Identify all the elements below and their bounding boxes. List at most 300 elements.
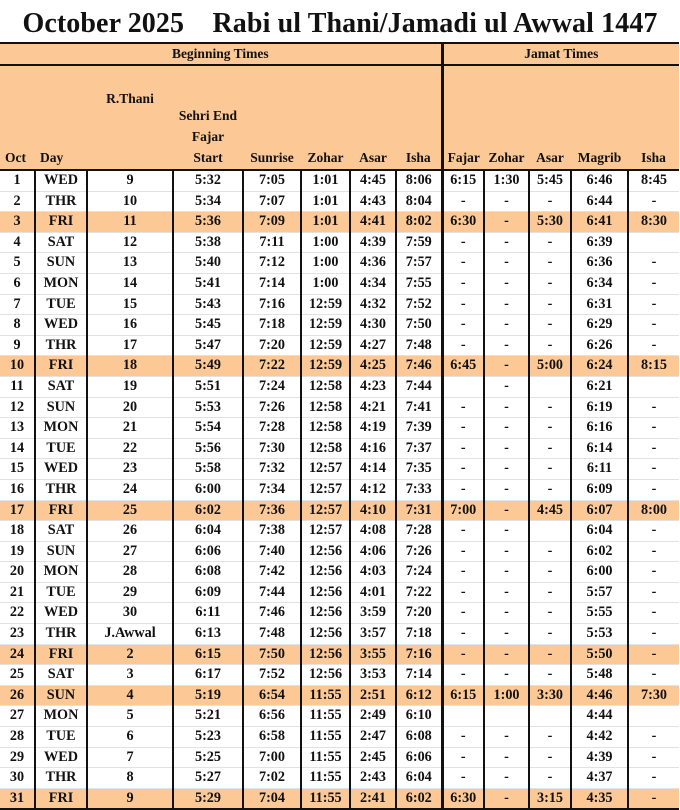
cell-hijri-date: 27 (87, 541, 173, 562)
table-row (0, 727, 679, 748)
cell-jamat-asar (529, 376, 571, 397)
cell-jamat-zohar: - (484, 253, 529, 274)
cell-jamat-zohar: - (484, 294, 529, 315)
cell-jamat-zohar: - (484, 418, 529, 439)
cell-day: MON (35, 706, 87, 727)
cell-jamat-zohar: - (484, 356, 529, 377)
table-row (0, 541, 679, 562)
cell-day: SUN (35, 253, 87, 274)
cell-zohar: 11:55 (301, 706, 350, 727)
cell-date: 7 (0, 294, 35, 315)
timetable-body (0, 170, 679, 809)
cell-jamat-fajar: - (442, 232, 484, 253)
cell-day: WED (35, 315, 87, 336)
cell-jamat-zohar: - (484, 644, 529, 665)
cell-isha: 6:06 (396, 747, 442, 768)
cell-date: 18 (0, 521, 35, 542)
table-row (0, 294, 679, 315)
cell-jamat-magrib: 6:16 (571, 418, 628, 439)
cell-hijri-date: 25 (87, 500, 173, 521)
cell-jamat-fajar: - (442, 294, 484, 315)
cell-zohar: 12:59 (301, 356, 350, 377)
cell-zohar: 12:56 (301, 665, 350, 686)
cell-jamat-magrib: 6:04 (571, 521, 628, 542)
cell-sunrise: 6:56 (243, 706, 301, 727)
cell-jamat-zohar: - (484, 397, 529, 418)
cell-jamat-asar: - (529, 541, 571, 562)
cell-day: FRI (35, 212, 87, 233)
table-row (0, 665, 679, 686)
table-row (0, 315, 679, 336)
cell-jamat-magrib: 6:07 (571, 500, 628, 521)
cell-date: 25 (0, 665, 35, 686)
cell-jamat-zohar: - (484, 768, 529, 789)
cell-date: 28 (0, 727, 35, 748)
cell-isha: 7:14 (396, 665, 442, 686)
cell-date: 26 (0, 685, 35, 706)
table-row (0, 397, 679, 418)
cell-jamat-magrib: 4:37 (571, 768, 628, 789)
cell-day: THR (35, 768, 87, 789)
table-row (0, 170, 679, 191)
cell-isha: 8:02 (396, 212, 442, 233)
cell-jamat-fajar: - (442, 479, 484, 500)
cell-day: TUE (35, 727, 87, 748)
cell-asar: 4:30 (350, 315, 396, 336)
cell-jamat-isha: - (628, 582, 679, 603)
cell-fajar-start: 6:15 (173, 644, 243, 665)
cell-zohar: 12:56 (301, 582, 350, 603)
cell-hijri-date: 10 (87, 191, 173, 212)
cell-sunrise: 7:40 (243, 541, 301, 562)
cell-fajar-start: 5:45 (173, 315, 243, 336)
cell-day: THR (35, 479, 87, 500)
cell-hijri-date: 7 (87, 747, 173, 768)
cell-asar: 4:03 (350, 562, 396, 583)
cell-isha: 7:31 (396, 500, 442, 521)
cell-jamat-fajar: - (442, 603, 484, 624)
col-fajar-start (173, 65, 243, 170)
cell-jamat-isha: - (628, 335, 679, 356)
table-row (0, 438, 679, 459)
table-row (0, 685, 679, 706)
beginning-times-header: Beginning Times (0, 43, 442, 65)
cell-isha: 7:59 (396, 232, 442, 253)
cell-jamat-fajar: 6:15 (442, 685, 484, 706)
cell-fajar-start: 6:11 (173, 603, 243, 624)
cell-jamat-isha: 7:30 (628, 685, 679, 706)
cell-jamat-fajar: - (442, 541, 484, 562)
cell-isha: 7:28 (396, 521, 442, 542)
cell-jamat-zohar: - (484, 335, 529, 356)
cell-jamat-asar: - (529, 768, 571, 789)
cell-jamat-fajar: - (442, 253, 484, 274)
cell-sunrise: 7:28 (243, 418, 301, 439)
cell-jamat-zohar: - (484, 315, 529, 336)
cell-date: 9 (0, 335, 35, 356)
cell-jamat-fajar: 6:30 (442, 788, 484, 809)
cell-asar: 4:34 (350, 273, 396, 294)
cell-hijri-date: 24 (87, 479, 173, 500)
cell-zohar: 11:55 (301, 685, 350, 706)
cell-sunrise: 7:34 (243, 479, 301, 500)
cell-date: 14 (0, 438, 35, 459)
cell-jamat-zohar: - (484, 747, 529, 768)
table-row (0, 376, 679, 397)
cell-jamat-zohar: - (484, 603, 529, 624)
prayer-timetable (0, 42, 679, 810)
cell-hijri-date: 9 (87, 170, 173, 191)
cell-hijri-date: 16 (87, 315, 173, 336)
table-row (0, 191, 679, 212)
cell-jamat-isha: - (628, 624, 679, 645)
cell-zohar: 1:01 (301, 191, 350, 212)
cell-jamat-asar: - (529, 603, 571, 624)
table-row (0, 232, 679, 253)
col-jamat-zohar: Zohar (484, 65, 529, 170)
cell-jamat-magrib: 4:44 (571, 706, 628, 727)
cell-sunrise: 6:58 (243, 727, 301, 748)
cell-jamat-isha (628, 376, 679, 397)
cell-fajar-start: 5:32 (173, 170, 243, 191)
cell-jamat-magrib: 6:34 (571, 273, 628, 294)
cell-date: 1 (0, 170, 35, 191)
cell-sunrise: 7:24 (243, 376, 301, 397)
cell-asar: 4:43 (350, 191, 396, 212)
cell-jamat-asar: - (529, 418, 571, 439)
cell-jamat-magrib: 6:14 (571, 438, 628, 459)
cell-jamat-asar: - (529, 562, 571, 583)
cell-jamat-fajar: - (442, 644, 484, 665)
table-row (0, 356, 679, 377)
col-rthani (87, 65, 173, 170)
cell-sunrise: 7:26 (243, 397, 301, 418)
table-row (0, 768, 679, 789)
cell-day: WED (35, 170, 87, 191)
cell-fajar-start: 6:09 (173, 582, 243, 603)
cell-jamat-fajar: - (442, 521, 484, 542)
cell-day: MON (35, 418, 87, 439)
cell-fajar-start: 6:13 (173, 624, 243, 645)
cell-jamat-asar: - (529, 747, 571, 768)
cell-jamat-asar: - (529, 335, 571, 356)
cell-fajar-start: 6:04 (173, 521, 243, 542)
cell-date: 29 (0, 747, 35, 768)
cell-jamat-zohar: - (484, 582, 529, 603)
cell-date: 13 (0, 418, 35, 439)
cell-date: 6 (0, 273, 35, 294)
cell-jamat-magrib: 6:00 (571, 562, 628, 583)
cell-date: 23 (0, 624, 35, 645)
cell-jamat-fajar (442, 706, 484, 727)
cell-jamat-fajar: - (442, 335, 484, 356)
cell-date: 4 (0, 232, 35, 253)
col-jamat-asar: Asar (529, 65, 571, 170)
cell-jamat-magrib: 6:41 (571, 212, 628, 233)
cell-isha: 7:16 (396, 644, 442, 665)
cell-asar: 4:06 (350, 541, 396, 562)
cell-jamat-asar: 5:00 (529, 356, 571, 377)
cell-jamat-fajar: - (442, 768, 484, 789)
cell-day: FRI (35, 500, 87, 521)
cell-sunrise: 7:50 (243, 644, 301, 665)
cell-jamat-zohar: - (484, 459, 529, 480)
cell-jamat-zohar: - (484, 438, 529, 459)
cell-asar: 2:47 (350, 727, 396, 748)
cell-day: FRI (35, 788, 87, 809)
cell-jamat-magrib: 4:39 (571, 747, 628, 768)
cell-day: SUN (35, 685, 87, 706)
cell-zohar: 12:58 (301, 397, 350, 418)
cell-fajar-start: 6:06 (173, 541, 243, 562)
cell-zohar: 12:56 (301, 562, 350, 583)
cell-hijri-date: 6 (87, 727, 173, 748)
cell-zohar: 12:58 (301, 418, 350, 439)
cell-sunrise: 7:30 (243, 438, 301, 459)
cell-jamat-fajar: - (442, 438, 484, 459)
cell-hijri-date: 13 (87, 253, 173, 274)
cell-jamat-magrib: 6:26 (571, 335, 628, 356)
cell-jamat-zohar: - (484, 624, 529, 645)
cell-jamat-zohar: - (484, 232, 529, 253)
cell-jamat-fajar: 6:45 (442, 356, 484, 377)
cell-jamat-asar: - (529, 479, 571, 500)
cell-day: TUE (35, 438, 87, 459)
cell-date: 24 (0, 644, 35, 665)
cell-jamat-asar: - (529, 644, 571, 665)
cell-sunrise: 7:36 (243, 500, 301, 521)
table-row (0, 603, 679, 624)
cell-zohar: 11:55 (301, 747, 350, 768)
cell-zohar: 12:56 (301, 624, 350, 645)
cell-jamat-isha: - (628, 644, 679, 665)
cell-jamat-isha: - (628, 479, 679, 500)
col-fajar-start-line3: Start (193, 150, 223, 165)
cell-jamat-isha: - (628, 603, 679, 624)
cell-isha: 7:48 (396, 335, 442, 356)
cell-sunrise: 7:12 (243, 253, 301, 274)
cell-jamat-isha: - (628, 788, 679, 809)
cell-asar: 4:25 (350, 356, 396, 377)
cell-isha: 7:35 (396, 459, 442, 480)
cell-asar: 4:21 (350, 397, 396, 418)
col-oct: Oct (0, 65, 35, 170)
table-row (0, 459, 679, 480)
cell-asar: 4:12 (350, 479, 396, 500)
cell-sunrise: 7:14 (243, 273, 301, 294)
cell-jamat-isha: - (628, 747, 679, 768)
cell-asar: 4:41 (350, 212, 396, 233)
cell-sunrise: 7:11 (243, 232, 301, 253)
cell-jamat-magrib: 6:39 (571, 232, 628, 253)
cell-jamat-isha: 8:15 (628, 356, 679, 377)
cell-date: 17 (0, 500, 35, 521)
cell-jamat-asar: - (529, 273, 571, 294)
table-row (0, 747, 679, 768)
cell-hijri-date: 22 (87, 438, 173, 459)
cell-jamat-magrib: 5:48 (571, 665, 628, 686)
cell-fajar-start: 6:08 (173, 562, 243, 583)
cell-jamat-asar (529, 521, 571, 542)
cell-date: 27 (0, 706, 35, 727)
cell-jamat-isha: - (628, 727, 679, 748)
cell-zohar: 1:00 (301, 232, 350, 253)
cell-jamat-asar: 4:45 (529, 500, 571, 521)
cell-asar: 3:57 (350, 624, 396, 645)
cell-jamat-zohar: 1:00 (484, 685, 529, 706)
cell-isha: 7:20 (396, 603, 442, 624)
cell-hijri-date: 20 (87, 397, 173, 418)
cell-zohar: 12:59 (301, 335, 350, 356)
col-jamat-isha: Isha (628, 65, 679, 170)
cell-jamat-asar: - (529, 315, 571, 336)
cell-sunrise: 7:20 (243, 335, 301, 356)
cell-jamat-isha: - (628, 253, 679, 274)
cell-fajar-start: 5:38 (173, 232, 243, 253)
table-row (0, 562, 679, 583)
cell-jamat-asar: 5:45 (529, 170, 571, 191)
cell-jamat-fajar: - (442, 273, 484, 294)
cell-hijri-date: J.Awwal (87, 624, 173, 645)
cell-day: THR (35, 624, 87, 645)
col-isha: Isha (396, 65, 442, 170)
cell-jamat-isha: - (628, 521, 679, 542)
cell-jamat-isha: - (628, 459, 679, 480)
cell-jamat-magrib: 6:46 (571, 170, 628, 191)
cell-jamat-asar: - (529, 253, 571, 274)
cell-date: 12 (0, 397, 35, 418)
table-row (0, 212, 679, 233)
cell-fajar-start: 5:47 (173, 335, 243, 356)
cell-day: TUE (35, 582, 87, 603)
cell-zohar: 12:59 (301, 315, 350, 336)
cell-jamat-fajar: - (442, 418, 484, 439)
cell-isha: 6:12 (396, 685, 442, 706)
cell-sunrise: 7:18 (243, 315, 301, 336)
cell-sunrise: 7:09 (243, 212, 301, 233)
table-row (0, 788, 679, 809)
cell-jamat-magrib: 5:53 (571, 624, 628, 645)
cell-asar: 4:16 (350, 438, 396, 459)
table-row (0, 479, 679, 500)
cell-jamat-isha: - (628, 665, 679, 686)
cell-asar: 2:41 (350, 788, 396, 809)
cell-day: WED (35, 459, 87, 480)
cell-day: TUE (35, 294, 87, 315)
cell-sunrise: 7:04 (243, 788, 301, 809)
cell-jamat-magrib: 6:02 (571, 541, 628, 562)
cell-day: SAT (35, 232, 87, 253)
cell-fajar-start: 5:49 (173, 356, 243, 377)
table-row (0, 644, 679, 665)
cell-jamat-zohar: - (484, 273, 529, 294)
cell-jamat-asar: - (529, 624, 571, 645)
cell-date: 22 (0, 603, 35, 624)
cell-jamat-fajar: 6:15 (442, 170, 484, 191)
cell-jamat-asar: 5:30 (529, 212, 571, 233)
cell-zohar: 11:55 (301, 768, 350, 789)
cell-fajar-start: 5:56 (173, 438, 243, 459)
cell-isha: 6:08 (396, 727, 442, 748)
cell-asar: 2:43 (350, 768, 396, 789)
cell-fajar-start: 5:54 (173, 418, 243, 439)
cell-sunrise: 7:48 (243, 624, 301, 645)
col-asar: Asar (350, 65, 396, 170)
cell-fajar-start: 5:51 (173, 376, 243, 397)
cell-jamat-magrib: 6:44 (571, 191, 628, 212)
cell-fajar-start: 5:58 (173, 459, 243, 480)
cell-hijri-date: 11 (87, 212, 173, 233)
cell-isha: 7:24 (396, 562, 442, 583)
cell-sunrise: 7:16 (243, 294, 301, 315)
cell-jamat-magrib: 6:31 (571, 294, 628, 315)
cell-isha: 7:46 (396, 356, 442, 377)
cell-day: SUN (35, 397, 87, 418)
cell-jamat-fajar: - (442, 665, 484, 686)
cell-jamat-fajar: - (442, 459, 484, 480)
cell-date: 21 (0, 582, 35, 603)
cell-day: MON (35, 562, 87, 583)
cell-zohar: 12:58 (301, 376, 350, 397)
cell-fajar-start: 6:00 (173, 479, 243, 500)
cell-jamat-magrib: 5:57 (571, 582, 628, 603)
cell-fajar-start: 6:02 (173, 500, 243, 521)
cell-isha: 8:04 (396, 191, 442, 212)
table-row (0, 624, 679, 645)
cell-jamat-magrib: 6:11 (571, 459, 628, 480)
cell-hijri-date: 4 (87, 685, 173, 706)
cell-isha: 7:18 (396, 624, 442, 645)
cell-asar: 4:36 (350, 253, 396, 274)
cell-fajar-start: 5:34 (173, 191, 243, 212)
cell-jamat-zohar: - (484, 541, 529, 562)
cell-day: WED (35, 603, 87, 624)
cell-sunrise: 7:00 (243, 747, 301, 768)
cell-isha: 6:04 (396, 768, 442, 789)
cell-zohar: 12:58 (301, 438, 350, 459)
cell-isha: 8:06 (396, 170, 442, 191)
cell-jamat-zohar: - (484, 727, 529, 748)
cell-jamat-isha: - (628, 273, 679, 294)
cell-jamat-zohar: 1:30 (484, 170, 529, 191)
cell-isha: 7:39 (396, 418, 442, 439)
cell-jamat-magrib: 6:21 (571, 376, 628, 397)
cell-sunrise: 7:38 (243, 521, 301, 542)
cell-jamat-magrib: 4:42 (571, 727, 628, 748)
cell-hijri-date: 9 (87, 788, 173, 809)
cell-sunrise: 7:05 (243, 170, 301, 191)
cell-hijri-date: 29 (87, 582, 173, 603)
cell-jamat-asar: 3:15 (529, 788, 571, 809)
cell-hijri-date: 18 (87, 356, 173, 377)
cell-jamat-zohar: - (484, 376, 529, 397)
col-day: Day (35, 65, 87, 170)
cell-jamat-zohar: - (484, 665, 529, 686)
cell-sunrise: 7:46 (243, 603, 301, 624)
cell-asar: 4:39 (350, 232, 396, 253)
cell-jamat-zohar: - (484, 788, 529, 809)
cell-day: FRI (35, 356, 87, 377)
cell-sunrise: 6:54 (243, 685, 301, 706)
cell-zohar: 12:57 (301, 479, 350, 500)
cell-asar: 3:53 (350, 665, 396, 686)
col-jamat-fajar: Fajar (442, 65, 484, 170)
col-zohar: Zohar (301, 65, 350, 170)
page-title: October 2025 Rabi ul Thani/Jamadi ul Awwal 1447 (22, 8, 658, 39)
cell-asar: 4:01 (350, 582, 396, 603)
cell-day: SAT (35, 376, 87, 397)
cell-jamat-magrib: 6:24 (571, 356, 628, 377)
